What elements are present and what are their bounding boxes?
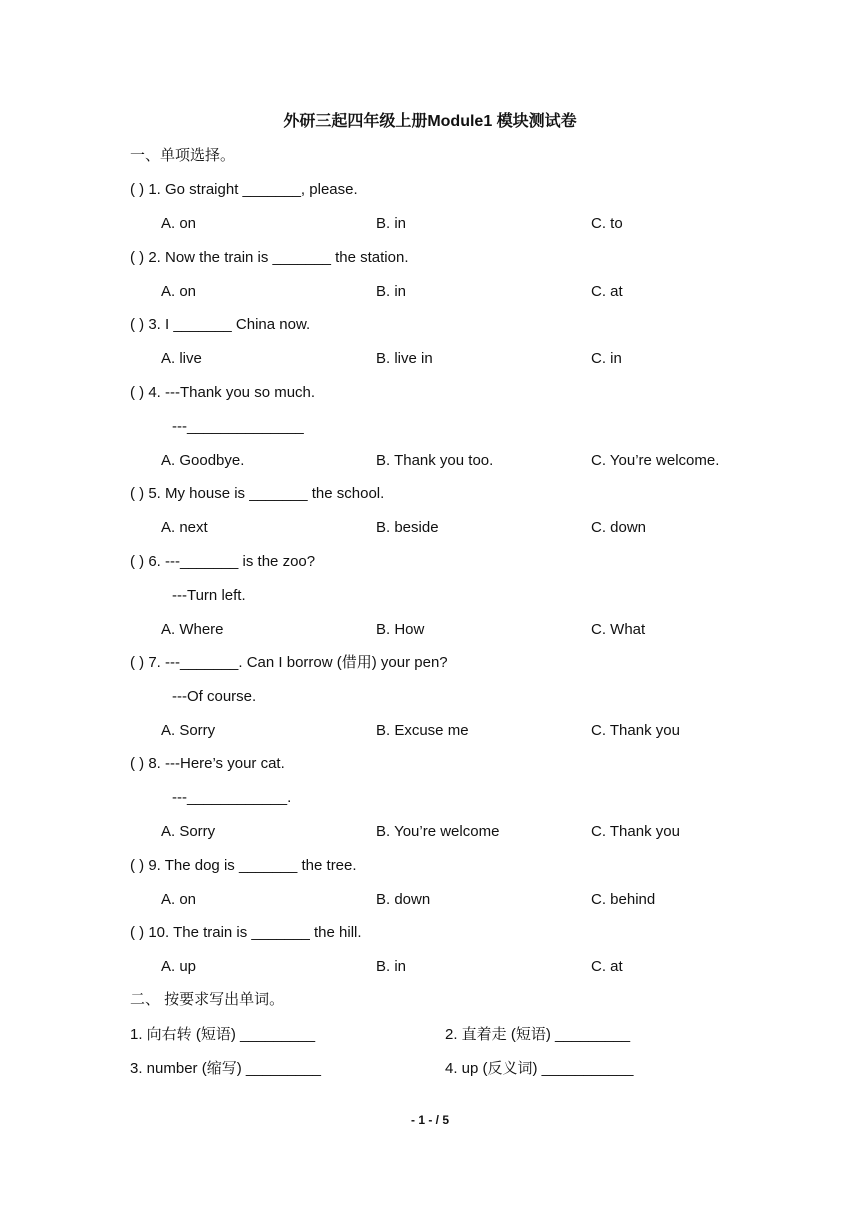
page-title: 外研三起四年级上册Module1 模块测试卷	[283, 113, 577, 130]
word-item-2: 2. 直着走 (短语) _________	[445, 1026, 631, 1043]
question-5-option-b: B. beside	[376, 519, 439, 536]
question-1-option-c: C. to	[591, 215, 623, 232]
question-8-option-c: C. Thank you	[591, 823, 680, 840]
question-10-option-b: B. in	[376, 958, 407, 975]
word-item-1: 1. 向右转 (短语) _________	[130, 1026, 316, 1043]
question-5-option-c: C. down	[591, 519, 647, 536]
question-7-option-c: C. Thank you	[591, 722, 680, 739]
question-7-option-b: B. Excuse me	[376, 722, 469, 739]
question-7-option-a: A. Sorry	[161, 722, 216, 739]
question-4-option-b: B. Thank you too.	[376, 452, 494, 469]
question-2-option-b: B. in	[376, 283, 407, 300]
question-3-stem: ( ) 3. I _______ China now.	[130, 316, 311, 333]
word-item-4: 4. up (反义词) ___________	[445, 1060, 634, 1077]
question-7-response: ---Of course.	[172, 688, 257, 705]
question-3-option-c: C. in	[591, 350, 622, 367]
page-number: - 1 - / 5	[410, 1113, 449, 1127]
question-9-option-a: A. on	[161, 891, 197, 908]
question-6-option-b: B. How	[376, 621, 425, 638]
question-6-response: ---Turn left.	[172, 587, 246, 604]
question-1-option-b: B. in	[376, 215, 407, 232]
question-10-option-c: C. at	[591, 958, 623, 975]
question-9-stem: ( ) 9. The dog is _______ the tree.	[130, 857, 357, 874]
question-10-option-a: A. up	[161, 958, 197, 975]
section1-heading: 一、单项选择。	[130, 147, 236, 164]
question-5-option-a: A. next	[161, 519, 208, 536]
question-8-stem: ( ) 8. ---Here’s your cat.	[130, 755, 285, 772]
question-6-option-a: A. Where	[161, 621, 224, 638]
question-2-option-c: C. at	[591, 283, 623, 300]
word-item-3: 3. number (缩写) _________	[130, 1060, 321, 1077]
question-1-stem: ( ) 1. Go straight _______, please.	[130, 181, 358, 198]
question-6-option-c: C. What	[591, 621, 646, 638]
question-4-stem: ( ) 4. ---Thank you so much.	[130, 384, 316, 401]
question-2-stem: ( ) 2. Now the train is _______ the station.	[130, 249, 409, 266]
question-7-stem: ( ) 7. ---_______. Can I borrow (借用) your pen?	[130, 654, 448, 671]
question-9-option-b: B. down	[376, 891, 431, 908]
question-1-option-a: A. on	[161, 215, 197, 232]
question-8-option-a: A. Sorry	[161, 823, 216, 840]
question-4-option-a: A. Goodbye.	[161, 452, 245, 469]
question-9-option-c: C. behind	[591, 891, 656, 908]
question-8-response: ---____________.	[172, 789, 292, 806]
section2-heading: 二、 按要求写出单词。	[130, 991, 285, 1008]
question-4-option-c: C. You’re welcome.	[591, 452, 720, 469]
question-10-stem: ( ) 10. The train is _______ the hill.	[130, 924, 362, 941]
question-6-stem: ( ) 6. ---_______ is the zoo?	[130, 553, 316, 570]
question-8-option-b: B. You’re welcome	[376, 823, 500, 840]
question-3-option-a: A. live	[161, 350, 202, 367]
question-5-stem: ( ) 5. My house is _______ the school.	[130, 485, 385, 502]
question-4-response: ---______________	[172, 418, 304, 435]
question-3-option-b: B. live in	[376, 350, 433, 367]
question-2-option-a: A. on	[161, 283, 197, 300]
